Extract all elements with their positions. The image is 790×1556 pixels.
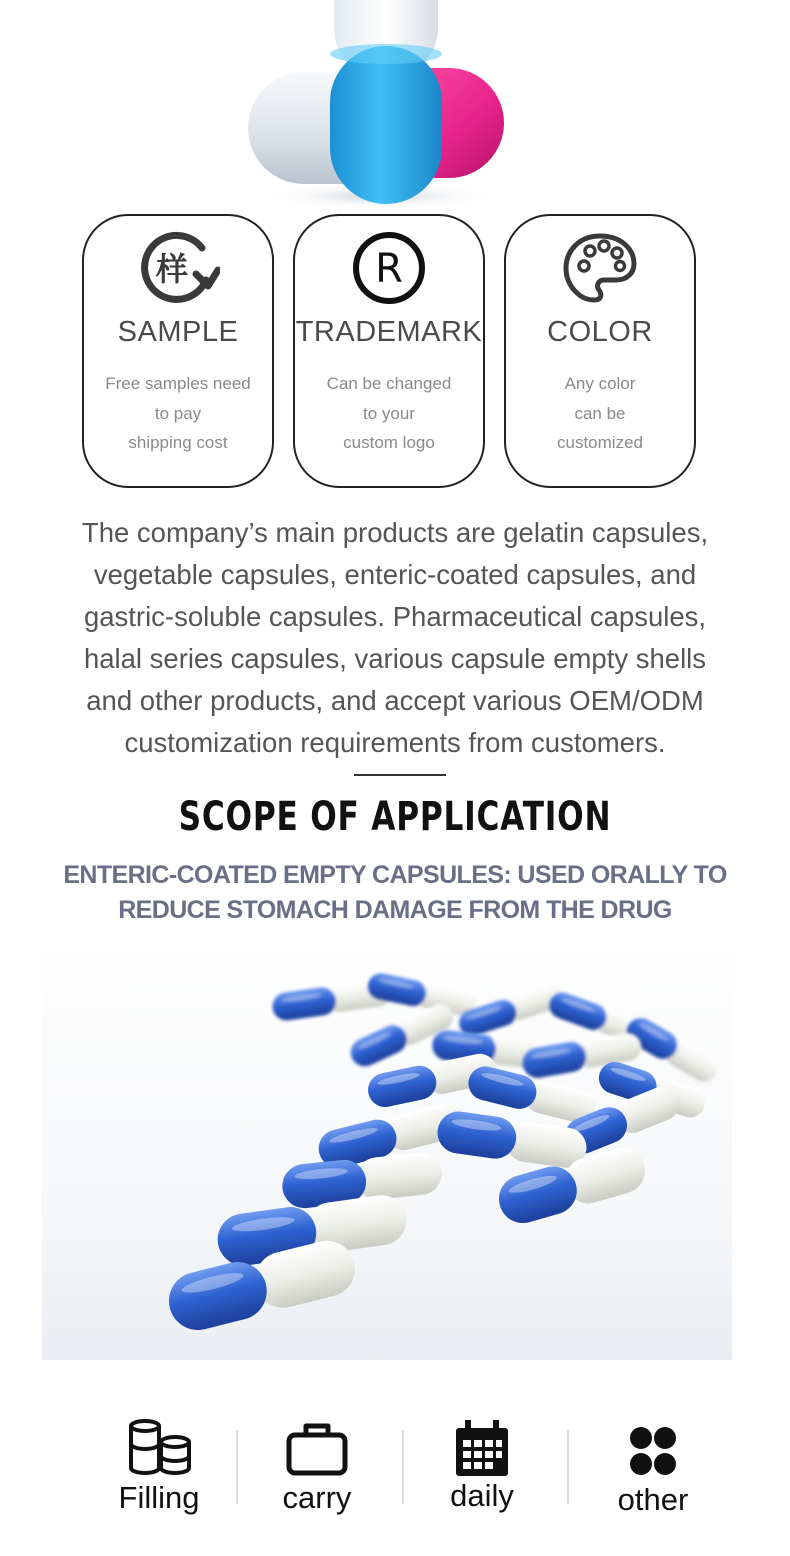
usage-separator [402,1430,404,1504]
feature-desc: Free samples need to pay shipping cost [105,374,251,452]
usage-separator [567,1430,569,1504]
use-carry [242,1400,392,1540]
section-divider [354,774,446,776]
feature-card-sample [82,214,274,488]
feature-card-color [504,214,696,488]
company-intro-paragraph: The company’s main products are gelatin capsules, vegetable capsules, enteric-coated capsules, and gastric-soluble capsules. Pharmaceutical capsules, halal series capsules, various capsule empty shells and other products, and accept various OEM/ODM customization requirements from customers. [81,517,709,758]
use-label: carry [282,1480,352,1515]
use-filling [84,1400,234,1540]
grid-icon [578,1414,728,1476]
feature-desc: Any color can be customized [557,374,643,452]
feature-title: SAMPLE [117,316,239,348]
registered-icon [295,230,483,306]
feature-desc: Can be changed to your custom logo [326,374,452,452]
feature-title: TRADEMARK [295,316,483,348]
usage-row [0,1400,790,1540]
usage-separator [236,1430,238,1504]
sample-icon [84,230,272,306]
feature-cards [82,214,696,488]
registered-icon-glyph: R [375,246,403,292]
feature-card-trademark [293,214,485,488]
scope-title: SCOPE OF APPLICATION [178,794,612,840]
use-label: Filling [118,1480,200,1515]
hero-capsules-image [230,0,530,210]
scope-subtitle: ENTERIC-COATED EMPTY CAPSULES: USED ORALLY TO REDUCE STOMACH DAMAGE FROM THE DRUG [63,861,727,924]
filling-icon [84,1414,234,1476]
palette-icon [506,230,694,306]
feature-title: COLOR [547,316,653,348]
use-daily [407,1400,557,1540]
capsules-photo [42,940,732,1360]
briefcase-icon [242,1414,392,1476]
use-label: other [617,1482,689,1517]
use-label: daily [450,1478,514,1513]
sample-icon-glyph: 样 [155,250,189,288]
use-other [578,1400,728,1540]
calendar-icon [407,1414,557,1476]
